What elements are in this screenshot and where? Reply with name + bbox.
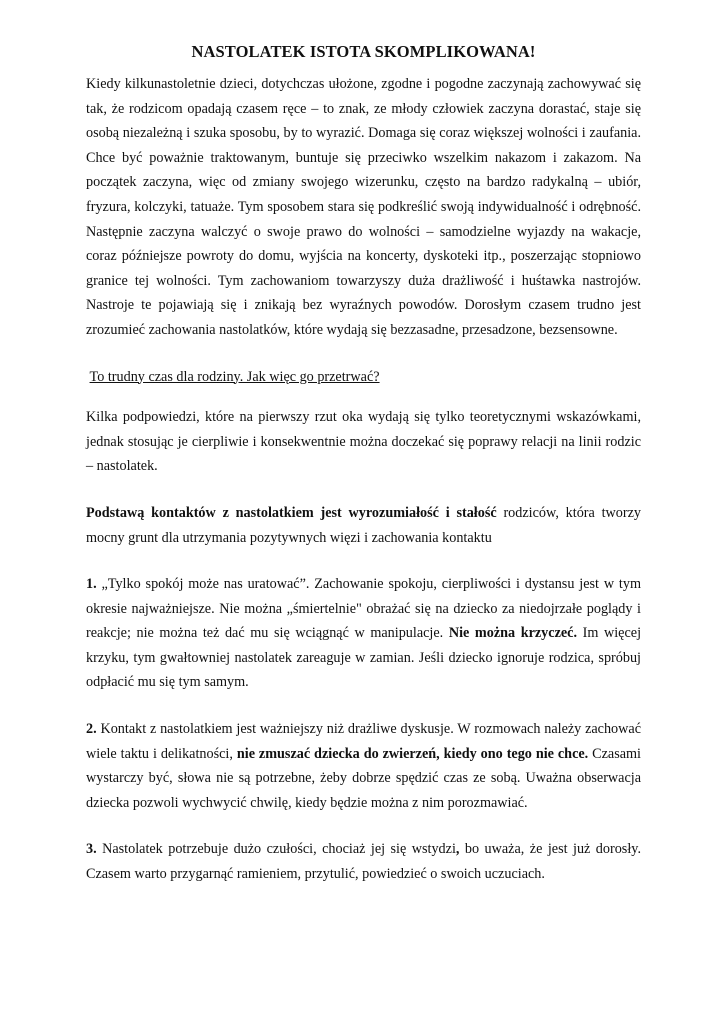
point-3-number: 3.	[86, 841, 97, 858]
hints-paragraph: Kilka podpowiedzi, które na pierwszy rzut oka wydają się tylko teoretycznymi wskazówkami, jednak stosując je cierpliwie i konsekwentnie można doczekać się poprawy relacji na linii rodzic – nastolatek.	[86, 409, 641, 475]
basis-paragraph	[86, 501, 641, 550]
point-3-paragraph	[86, 837, 641, 886]
point-2-text-b: Czasami wystarczy być, słowa nie są potrzebne, żeby dobrze spędzić czas ze sobą. Uważna obserwacja dziecka pozwoli wychwycić chwilę, kiedy będzie można z nim porozmawiać.	[86, 745, 641, 811]
point-2-text-a: Kontakt z nastolatkiem jest ważniejszy niż drażliwe dyskusje. W rozmowach należy zachować wiele taktu i delikatności,	[86, 721, 641, 762]
point-1-number: 1.	[86, 576, 97, 593]
point-1-text-a: „Tylko spokój może nas uratować”. Zachowanie spokoju, cierpliwości i dystansu jest w tym okresie najważniejsze. Nie można „śmiertelnie" obrażać się na dziecko za niedojrzałe poglądy i reakcje; nie można też dać mu się wciągnąć w manipulacje.	[86, 576, 641, 642]
intro-paragraph: Kiedy kilkunastoletnie dzieci, dotychczas ułożone, zgodne i pogodne zaczynają zachowywać się tak, że rodzicom opadają czasem ręce – to znak, ze młody człowiek zaczyna dorastać, staje się osobą niezależną i szuka sposobu, by to wyrazić. Domaga się coraz większej wolności i zaufania. Chce być poważnie traktowanym, buntuje się przeciwko wszelkim nakazom i zakazom. Na początek zaczyna, więc od zmiany swojego wizerunku, często na bardzo radykalną – ubiór, fryzura, kolczyki, tatuaże. Tym sposobem stara się podkreślić swoją indywidualność i odrębność. Następnie zaczyna walczyć o swoje prawo do wolności – samodzielne wyjazdy na wakacje, coraz późniejsze powroty do domu, wyjścia na koncerty, dyskoteki itp., poszerzając stopniowo granice tej wolności. Tym zachowaniom towarzyszy duża drażliwość i huśtawka nastrojów. Nastroje te pojawiają się i znikają bez wyraźnych powodów. Dorosłym czasem trudno jest zrozumieć zachowania nastolatków, które wydają się bezzasadne, przesadzone, bezsensowne.	[86, 76, 641, 338]
basis-rest: rodziców, która tworzy mocny grunt dla utrzymania pozytywnych więzi i zachowania kontaktu	[86, 504, 642, 546]
point-1-bold: Nie można krzyczeć.	[448, 625, 578, 642]
subheading	[86, 365, 641, 390]
point-1-paragraph	[86, 572, 641, 695]
basis-bold: Podstawą kontaktów z nastolatkiem jest wyrozumiałość i stałość	[86, 504, 497, 521]
point-3-text-a: Nastolatek potrzebuje dużo czułości, chociaż jej się wstydzi	[96, 841, 456, 858]
document-page	[86, 40, 641, 909]
document-title: NASTOLATEK ISTOTA SKOMPLIKOWANA!	[191, 42, 536, 61]
subheading-text: To trudny czas dla rodziny. Jak więc go przetrwać?	[89, 368, 380, 385]
point-3-text-b: bo uważa, że jest już dorosły. Czasem warto przygarnąć ramieniem, przytulić, powiedzieć o swoich uczuciach.	[86, 841, 641, 883]
point-1-text-b: Im więcej krzyku, tym gwałtowniej nastolatek zareaguje w zamian. Jeśli dziecko ignoruje rodzica, spróbuj odpłacić mu się tym samym.	[86, 625, 642, 691]
point-3-bold-comma: ,	[455, 841, 460, 858]
point-2-bold: nie zmuszać dziecka do zwierzeń, kiedy ono tego nie chce.	[236, 745, 589, 762]
point-2-paragraph	[86, 717, 641, 815]
point-2-number: 2.	[86, 721, 97, 738]
